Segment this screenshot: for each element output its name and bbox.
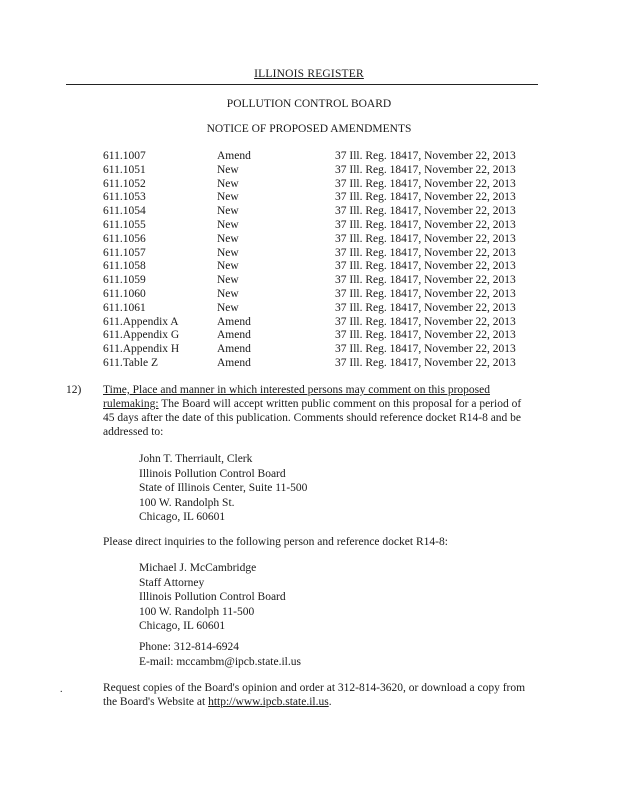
section-number: 611.Appendix A <box>103 315 179 328</box>
copies-body: Request copies of the Board's opinion and order at 312-814-3620, or download a copy from the Board's Website at <box>103 682 526 708</box>
section-action: Amend <box>217 315 251 328</box>
website-link[interactable]: http://www.ipcb.state.il.us <box>208 696 329 708</box>
section-number: 611.Appendix H <box>103 343 180 356</box>
section-number: 611.1052 <box>103 177 146 190</box>
section-number: 611.1058 <box>103 260 146 273</box>
section-row <box>103 288 525 302</box>
address-line: 100 W. Randolph St. <box>139 496 235 509</box>
section-action: New <box>217 232 239 245</box>
section-number: 611.1055 <box>103 218 146 231</box>
address-line: Illinois Pollution Control Board <box>139 467 286 480</box>
section-action: New <box>217 287 239 300</box>
section-row <box>103 178 525 192</box>
notice-title: NOTICE OF PROPOSED AMENDMENTS <box>206 123 412 135</box>
section-number: 611.1053 <box>103 191 146 204</box>
section-register-citation: 37 Ill. Reg. 18417, November 22, 2013 <box>335 232 516 245</box>
section-number: 611.1060 <box>103 287 146 300</box>
item-12 <box>66 383 526 439</box>
contact-info <box>139 640 301 669</box>
section-number: 611.1057 <box>103 246 146 259</box>
copies-text <box>103 681 533 709</box>
address-line: Chicago, IL 60601 <box>139 620 226 633</box>
section-row <box>103 150 525 164</box>
section-register-citation: 37 Ill. Reg. 18417, November 22, 2013 <box>335 218 516 231</box>
item-text: The Board will accept written public comment on this proposal for a period of 45 days after the date of this publication. Comments should reference docket R14-8 and be addressed to: <box>103 398 522 438</box>
address-line: Chicago, IL 60601 <box>139 511 226 524</box>
section-row <box>103 343 525 357</box>
item-heading: Time, Place and manner in which interested persons may comment on this proposed rulemaking: <box>103 384 490 410</box>
stray-mark: . <box>60 684 63 695</box>
section-number: 611.1059 <box>103 274 146 287</box>
section-register-citation: 37 Ill. Reg. 18417, November 22, 2013 <box>335 246 516 259</box>
address-line: Michael J. McCambridge <box>139 562 257 574</box>
address-line: Staff Attorney <box>139 576 205 589</box>
section-action: New <box>217 218 239 231</box>
section-row <box>103 274 525 288</box>
board-name: POLLUTION CONTROL BOARD <box>226 98 392 110</box>
section-register-citation: 37 Ill. Reg. 18417, November 22, 2013 <box>335 343 516 356</box>
section-row <box>103 302 525 316</box>
section-number: 611.1054 <box>103 205 146 218</box>
section-action: Amend <box>217 343 251 356</box>
section-row <box>103 357 525 371</box>
section-row <box>103 247 525 261</box>
header-rule <box>66 84 538 85</box>
section-number: 611.1051 <box>103 163 146 176</box>
section-register-citation: 37 Ill. Reg. 18417, November 22, 2013 <box>335 177 516 190</box>
section-action: New <box>217 274 239 287</box>
section-register-citation: 37 Ill. Reg. 18417, November 22, 2013 <box>335 205 516 218</box>
email-line: E-mail: mccambm@ipcb.state.il.us <box>139 655 301 668</box>
section-row <box>103 164 525 178</box>
section-row <box>103 191 525 205</box>
section-number: 611.1056 <box>103 232 146 245</box>
address-line: John T. Therriault, Clerk <box>139 453 253 465</box>
section-action: New <box>217 301 239 314</box>
section-row <box>103 233 525 247</box>
section-register-citation: 37 Ill. Reg. 18417, November 22, 2013 <box>335 287 516 300</box>
attorney-address <box>139 561 286 634</box>
section-row <box>103 219 525 233</box>
item-body <box>103 383 526 439</box>
section-number: 611.Appendix G <box>103 329 180 342</box>
section-register-citation: 37 Ill. Reg. 18417, November 22, 2013 <box>335 301 516 314</box>
section-action: New <box>217 246 239 259</box>
item-number: 12) <box>66 384 82 396</box>
section-action: Amend <box>217 150 251 162</box>
address-line: Illinois Pollution Control Board <box>139 591 286 604</box>
section-row <box>103 329 525 343</box>
section-action: New <box>217 177 239 190</box>
section-register-citation: 37 Ill. Reg. 18417, November 22, 2013 <box>335 150 516 162</box>
sections-table <box>103 150 525 371</box>
section-action: Amend <box>217 329 251 342</box>
register-title: ILLINOIS REGISTER <box>254 68 364 80</box>
address-line: State of Illinois Center, Suite 11-500 <box>139 482 308 495</box>
section-register-citation: 37 Ill. Reg. 18417, November 22, 2013 <box>335 260 516 273</box>
section-action: New <box>217 260 239 273</box>
section-action: New <box>217 191 239 204</box>
section-register-citation: 37 Ill. Reg. 18417, November 22, 2013 <box>335 315 516 328</box>
section-number: 611.1061 <box>103 301 146 314</box>
copies-end: . <box>328 696 332 708</box>
section-register-citation: 37 Ill. Reg. 18417, November 22, 2013 <box>335 356 516 369</box>
section-number: 611.1007 <box>103 150 146 162</box>
section-register-citation: 37 Ill. Reg. 18417, November 22, 2013 <box>335 274 516 287</box>
section-action: New <box>217 163 239 176</box>
section-register-citation: 37 Ill. Reg. 18417, November 22, 2013 <box>335 191 516 204</box>
clerk-address <box>139 452 307 525</box>
section-action: New <box>217 205 239 218</box>
address-line: 100 W. Randolph 11-500 <box>139 605 255 618</box>
inquiries-text: Please direct inquiries to the following person and reference docket R14-8: <box>103 536 448 548</box>
section-number: 611.Table Z <box>103 356 158 369</box>
section-row <box>103 316 525 330</box>
section-register-citation: 37 Ill. Reg. 18417, November 22, 2013 <box>335 163 516 176</box>
section-register-citation: 37 Ill. Reg. 18417, November 22, 2013 <box>335 329 516 342</box>
section-row <box>103 260 525 274</box>
section-action: Amend <box>217 356 251 369</box>
phone-line: Phone: 312-814-6924 <box>139 641 239 653</box>
section-row <box>103 205 525 219</box>
